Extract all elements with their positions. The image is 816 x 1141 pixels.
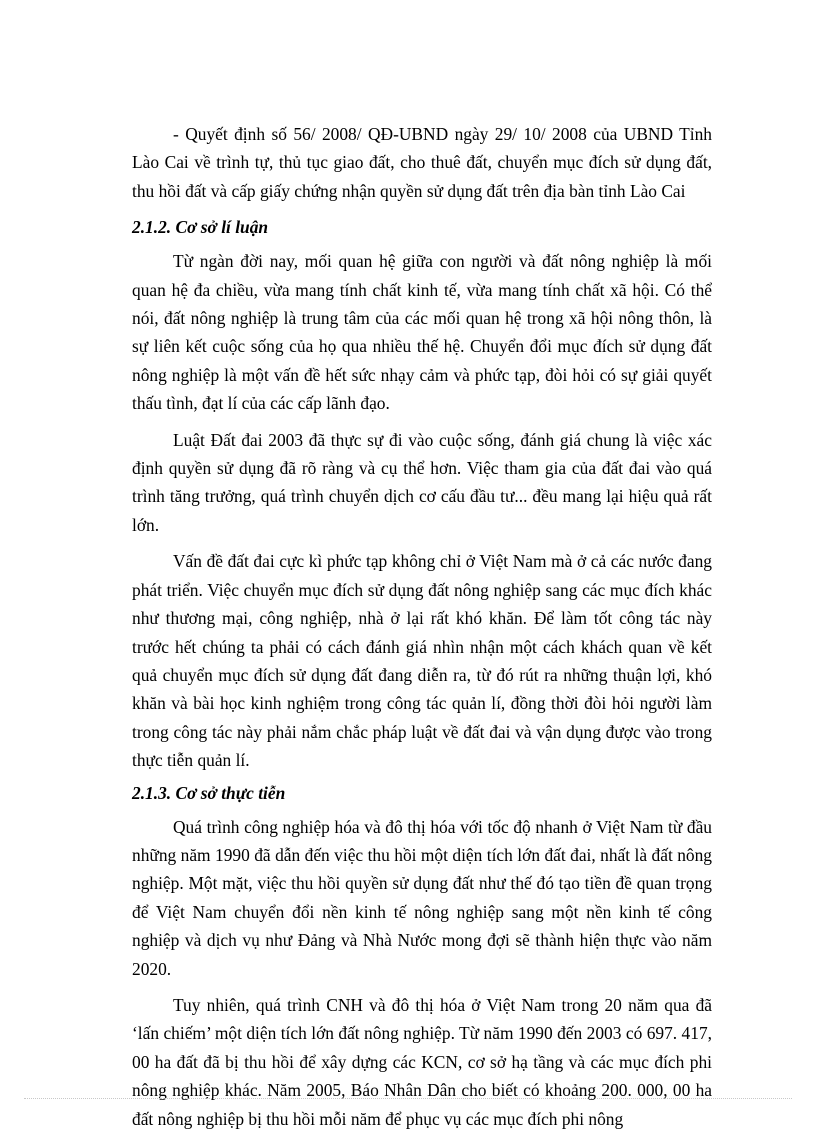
document-page [132, 120, 712, 1141]
section-heading-2-1-3: 2.1.3. Cơ sở thực tiễn [132, 782, 286, 803]
section-heading-2-1-2: 2.1.2. Cơ sở lí luận [132, 217, 269, 238]
paragraph-land-issues: Vấn đề đất đai cực kì phức tạp không chỉ ở Việt Nam mà ở cả các nước đang phát triển. Việc chuyển mục đích sử dụng đất nông nghiệp sang các mục đích khác như thương mại, công nghiệp, nhà ở lại rất khó khăn. Để làm tốt công tác này trước hết chúng ta phải có cách đánh giá nhìn nhận một cách khách quan về kết quả chuyển mục đích sử dụng đất đang diễn ra, từ đó rút ra những thuận lợi, khó khăn và bài học kinh nghiệm trong công tác quản lí, đồng thời đòi hỏi người làm trong công tác này phải nắm chắc pháp luật về đất đai và vận dụng được vào trong thực tiễn quản lí. [132, 551, 712, 771]
page-footer-divider [24, 1098, 792, 1099]
paragraph-decision-56: - Quyết định số 56/ 2008/ QĐ-UBND ngày 29/ 10/ 2008 của UBND Tỉnh Lào Cai về trình tự, thủ tục giao đất, cho thuê đất, chuyển mục đích sử dụng đất, thu hồi đất và cấp giấy chứng nhận quyền sử dụng đất trên địa bàn tỉnh Lào Cai [132, 124, 712, 201]
paragraph-land-encroachment: Tuy nhiên, quá trình CNH và đô thị hóa ở Việt Nam trong 20 năm qua đã ‘lấn chiếm’ một diện tích lớn đất nông nghiệp. Từ năm 1990 đến 2003 có 697. 417, 00 ha đất đã bị thu hồi để xây dựng các KCN, cơ sở hạ tầng và các mục đích phi nông nghiệp khác. Năm 2005, Báo Nhân Dân cho biết có khoảng 200. 000, 00 ha đất nông nghiệp bị thu hồi mỗi năm để phục vụ các mục đích phi nông [132, 994, 712, 1129]
paragraph-industrialization: Quá trình công nghiệp hóa và đô thị hóa với tốc độ nhanh ở Việt Nam từ đầu những năm 1990 đã dẫn đến việc thu hồi một diện tích lớn đất đai, nhất là đất nông nghiệp. Một mặt, việc thu hồi quyền sử dụng đất như thế đó tạo tiền đề quan trọng để Việt Nam chuyển đổi nền kinh tế nông nghiệp sang một nền kinh tế công nghiệp và dịch vụ như Đảng và Nhà Nước mong đợi sẽ thành hiện thực vào năm 2020. [132, 816, 712, 979]
paragraph-land-relations: Từ ngàn đời nay, mối quan hệ giữa con người và đất nông nghiệp là mối quan hệ đa chiều, vừa mang tính chất kinh tế, vừa mang tính chất xã hội. Có thể nói, đất nông nghiệp là trung tâm của các mối quan hệ trong xã hội nông thôn, là sự liên kết cuộc sống của họ qua nhiều thế hệ. Chuyển đổi mục đích sử dụng đất nông nghiệp là một vấn đề hết sức nhạy cảm và phức tạp, đòi hỏi có sự giải quyết thấu tình, đạt lí của các cấp lãnh đạo. [132, 251, 712, 414]
paragraph-land-law-2003: Luật Đất đai 2003 đã thực sự đi vào cuộc sống, đánh giá chung là việc xác định quyền sử dụng đã rõ ràng và cụ thể hơn. Việc tham gia của đất đai vào quá trình tăng trưởng, quá trình chuyển dịch cơ cấu đầu tư... đều mang lại hiệu quả rất lớn. [132, 429, 712, 535]
